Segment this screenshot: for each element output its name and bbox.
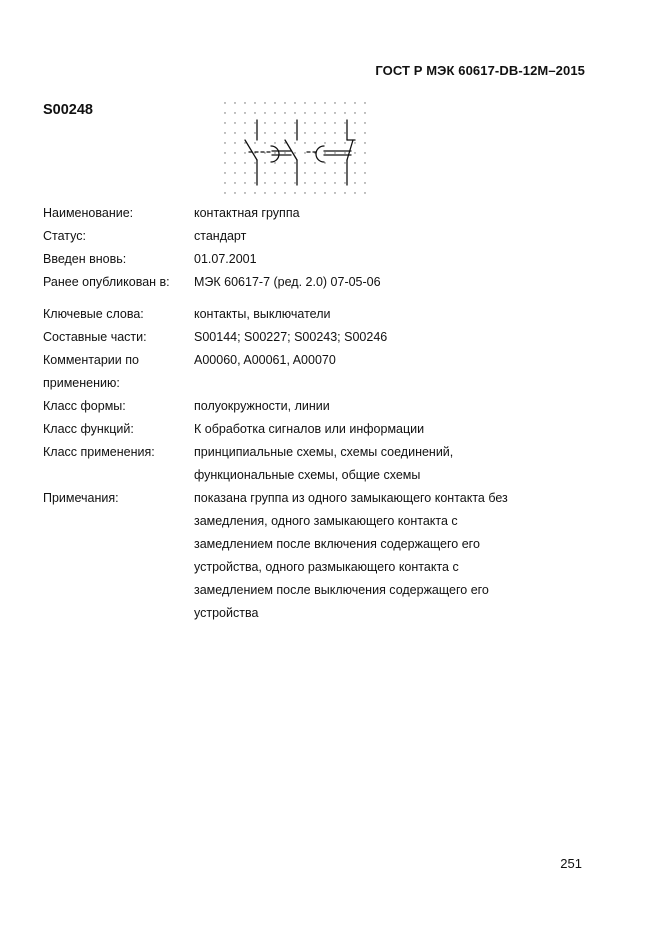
field-function-class	[43, 418, 603, 441]
grid-dot	[234, 102, 235, 103]
grid-dot	[264, 112, 265, 113]
field-keywords	[43, 303, 603, 326]
grid-dot	[274, 162, 275, 163]
grid-dot	[304, 112, 305, 113]
grid-dot	[264, 102, 265, 103]
grid-dot	[354, 122, 355, 123]
grid-dot	[304, 122, 305, 123]
field-value: 01.07.2001	[194, 252, 257, 266]
grid-dot	[244, 162, 245, 163]
grid-dot	[364, 182, 365, 183]
grid-dot	[314, 142, 315, 143]
grid-dot	[224, 112, 225, 113]
grid-dot	[324, 112, 325, 113]
grid-dot	[324, 102, 325, 103]
grid-dot	[284, 122, 285, 123]
grid-dot	[364, 172, 365, 173]
grid-dot	[244, 122, 245, 123]
field-label-line: применению:	[43, 376, 120, 390]
field-value: полуокружности, линии	[194, 399, 330, 413]
grid-dot	[354, 162, 355, 163]
grid-dot	[314, 162, 315, 163]
grid-dot	[304, 162, 305, 163]
field-application-class	[43, 441, 603, 487]
field-value: стандарт	[194, 229, 247, 243]
contact-2-delay-arc	[271, 146, 279, 162]
grid-dot	[224, 132, 225, 133]
field-value-line: показана группа из одного замыкающего контакта без	[194, 491, 508, 505]
field-value: контакты, выключатели	[194, 307, 331, 321]
grid-dot	[314, 102, 315, 103]
symbol-code: S00248	[43, 102, 93, 118]
field-label: Ключевые слова:	[43, 307, 144, 321]
grid-dot	[344, 152, 345, 153]
grid-dot	[294, 172, 295, 173]
grid-dot	[284, 112, 285, 113]
grid-dot	[254, 122, 255, 123]
grid-dot	[284, 132, 285, 133]
contact-group-symbol	[222, 100, 372, 198]
grid-dot	[364, 102, 365, 103]
field-name	[43, 202, 603, 225]
grid-dot	[364, 142, 365, 143]
grid-dot	[224, 162, 225, 163]
grid-dot	[294, 142, 295, 143]
grid-dot	[304, 102, 305, 103]
field-value: К обработка сигналов или информации	[194, 422, 425, 436]
grid-dot	[284, 162, 285, 163]
field-value-line: замедлением после включения содержащего его	[194, 537, 480, 551]
grid-dot	[334, 162, 335, 163]
grid-dot	[264, 152, 265, 153]
grid-dot	[364, 192, 365, 193]
grid-dot	[284, 192, 285, 193]
field-label: Класс функций:	[43, 422, 134, 436]
grid-dot	[284, 172, 285, 173]
grid-dot	[334, 182, 335, 183]
field-value-line: устройства, одного размыкающего контакта с	[194, 560, 459, 574]
grid-dot	[224, 152, 225, 153]
field-value-line: замедления, одного замыкающего контакта с	[194, 514, 458, 528]
grid-dot	[294, 122, 295, 123]
grid-dot	[344, 102, 345, 103]
field-value	[194, 441, 603, 487]
grid-dot	[284, 152, 285, 153]
field-value-line: замедлением после выключения содержащего его	[194, 583, 489, 597]
field-value	[194, 487, 603, 625]
grid-dot	[354, 192, 355, 193]
grid-dot	[334, 132, 335, 133]
grid-dot	[354, 142, 355, 143]
grid-dot	[274, 102, 275, 103]
grid-dot	[254, 132, 255, 133]
grid-dot	[294, 102, 295, 103]
grid-dot	[294, 152, 295, 153]
grid-dot	[274, 142, 275, 143]
grid-dot	[354, 102, 355, 103]
field-label: Введен вновь:	[43, 252, 127, 266]
grid-dot	[274, 192, 275, 193]
field-label: Статус:	[43, 229, 86, 243]
grid-dot	[294, 162, 295, 163]
field-label: Ранее опубликован в:	[43, 275, 170, 289]
field-label	[43, 349, 194, 395]
section-gap	[43, 294, 603, 303]
grid-dot	[224, 122, 225, 123]
grid-dot	[314, 182, 315, 183]
grid-dot	[264, 132, 265, 133]
grid-dot	[254, 192, 255, 193]
grid-dot	[244, 182, 245, 183]
grid-dot	[274, 112, 275, 113]
grid-dot	[344, 112, 345, 113]
grid-dot	[284, 102, 285, 103]
grid-dot	[324, 152, 325, 153]
grid-dot	[234, 172, 235, 173]
field-previously-published	[43, 271, 603, 294]
grid-dot	[244, 192, 245, 193]
grid-dot	[314, 132, 315, 133]
field-value-line: функциональные схемы, общие схемы	[194, 468, 421, 482]
field-introduced	[43, 248, 603, 271]
grid-dot	[334, 172, 335, 173]
grid-dot	[354, 182, 355, 183]
grid-dot	[224, 182, 225, 183]
grid-dot	[244, 112, 245, 113]
grid-dot	[244, 172, 245, 173]
grid-dot	[244, 142, 245, 143]
grid-dot	[354, 132, 355, 133]
contact-3-blade	[347, 140, 353, 160]
grid-dot	[294, 112, 295, 113]
grid-dot	[324, 132, 325, 133]
grid-dot	[274, 122, 275, 123]
field-value-line: принципиальные схемы, схемы соединений,	[194, 445, 454, 459]
grid-dot	[314, 122, 315, 123]
field-label: Класс формы:	[43, 399, 126, 413]
field-value: МЭК 60617-7 (ред. 2.0) 07-05-06	[194, 275, 381, 289]
contact-3-delay-arc	[316, 146, 324, 162]
field-label: Наименование:	[43, 206, 134, 220]
symbol-grid	[224, 102, 365, 193]
grid-dot	[324, 122, 325, 123]
grid-dot	[344, 182, 345, 183]
field-value: контактная группа	[194, 206, 300, 220]
grid-dot	[344, 122, 345, 123]
field-components	[43, 326, 603, 349]
grid-dot	[224, 172, 225, 173]
grid-dot	[344, 142, 345, 143]
grid-dot	[364, 122, 365, 123]
field-comments	[43, 349, 603, 395]
grid-dot	[304, 142, 305, 143]
field-value: S00144; S00227; S00243; S00246	[194, 330, 388, 344]
grid-dot	[334, 152, 335, 153]
grid-dot	[264, 182, 265, 183]
grid-dot	[224, 102, 225, 103]
grid-dot	[304, 152, 305, 153]
grid-dot	[344, 172, 345, 173]
grid-dot	[314, 172, 315, 173]
grid-dot	[254, 172, 255, 173]
grid-dot	[244, 132, 245, 133]
grid-dot	[264, 122, 265, 123]
field-value: A00060, A00061, A00070	[194, 353, 336, 367]
grid-dot	[354, 112, 355, 113]
grid-dot	[284, 142, 285, 143]
grid-dot	[264, 162, 265, 163]
grid-dot	[364, 132, 365, 133]
grid-dot	[244, 152, 245, 153]
grid-dot	[234, 182, 235, 183]
field-label: Примечания:	[43, 491, 119, 505]
grid-dot	[334, 112, 335, 113]
field-label: Класс применения:	[43, 445, 155, 459]
grid-dot	[254, 142, 255, 143]
grid-dot	[264, 142, 265, 143]
grid-dot	[234, 112, 235, 113]
grid-dot	[324, 142, 325, 143]
field-notes	[43, 487, 603, 625]
grid-dot	[304, 132, 305, 133]
grid-dot	[304, 172, 305, 173]
symbol-properties	[43, 202, 603, 625]
page-number: 251	[560, 856, 582, 871]
grid-dot	[304, 192, 305, 193]
grid-dot	[294, 192, 295, 193]
grid-dot	[274, 132, 275, 133]
grid-dot	[234, 132, 235, 133]
grid-dot	[304, 182, 305, 183]
field-value-line: устройства	[194, 606, 259, 620]
grid-dot	[254, 102, 255, 103]
grid-dot	[284, 182, 285, 183]
standard-code-header: ГОСТ Р МЭК 60617-DB-12M–2015	[375, 63, 585, 78]
grid-dot	[244, 102, 245, 103]
grid-dot	[264, 172, 265, 173]
grid-dot	[254, 162, 255, 163]
grid-dot	[324, 162, 325, 163]
grid-dot	[344, 192, 345, 193]
grid-dot	[324, 182, 325, 183]
grid-dot	[334, 192, 335, 193]
grid-dot	[354, 152, 355, 153]
grid-dot	[274, 182, 275, 183]
grid-dot	[324, 172, 325, 173]
grid-dot	[234, 142, 235, 143]
grid-dot	[334, 122, 335, 123]
grid-dot	[224, 192, 225, 193]
grid-dot	[234, 122, 235, 123]
field-form-class	[43, 395, 603, 418]
grid-dot	[254, 182, 255, 183]
grid-dot	[294, 182, 295, 183]
grid-dot	[344, 132, 345, 133]
grid-dot	[344, 162, 345, 163]
grid-dot	[354, 172, 355, 173]
grid-dot	[324, 192, 325, 193]
field-status	[43, 225, 603, 248]
grid-dot	[224, 142, 225, 143]
field-label-line: Комментарии по	[43, 353, 139, 367]
grid-dot	[314, 192, 315, 193]
grid-dot	[364, 112, 365, 113]
grid-dot	[364, 152, 365, 153]
grid-dot	[234, 152, 235, 153]
grid-dot	[254, 112, 255, 113]
grid-dot	[314, 112, 315, 113]
grid-dot	[364, 162, 365, 163]
grid-dot	[234, 162, 235, 163]
field-label: Составные части:	[43, 330, 147, 344]
grid-dot	[294, 132, 295, 133]
grid-dot	[264, 192, 265, 193]
grid-dot	[274, 172, 275, 173]
grid-dot	[334, 102, 335, 103]
grid-dot	[274, 152, 275, 153]
grid-dot	[234, 192, 235, 193]
grid-dot	[334, 142, 335, 143]
